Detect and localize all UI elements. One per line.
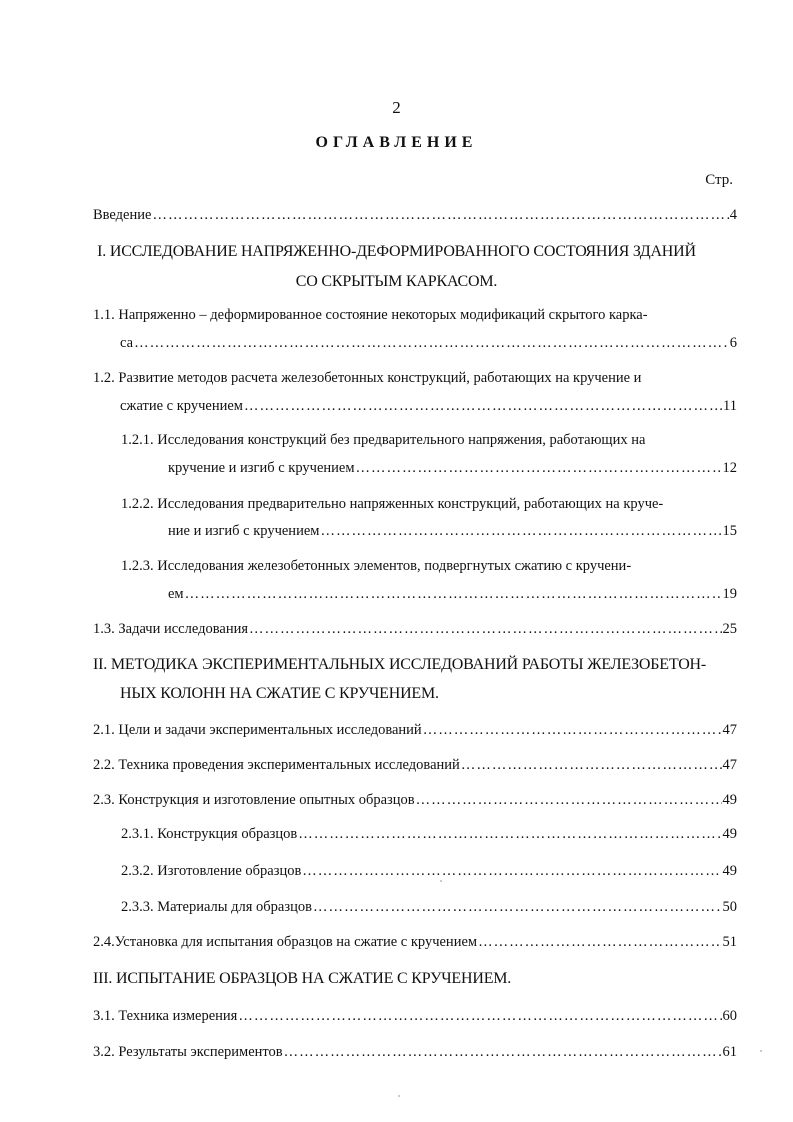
toc-entry-page: 51 (722, 934, 737, 950)
toc-entry-2-2[interactable]: 2.2. Техника проведения экспериментальных исследований …………………………………………………………………………………………………………………………………………………………………………………………………… 47 (93, 757, 737, 774)
toc-entry-page: 60 (722, 1008, 737, 1024)
page-number: 2 (392, 98, 401, 117)
toc-entry-1-2-line1[interactable]: 1.2. Развитие методов расчета железобетонных конструкций, работающих на кручение и (93, 370, 642, 386)
toc-entry-page: 12 (722, 460, 737, 476)
chapter-1-heading-line2[interactable]: СО СКРЫТЫМ КАРКАСОМ. (295, 273, 498, 290)
toc-entry-2-3-3[interactable]: 2.3.3. Материалы для образцов …………………………………………………………………………………………………………………………………………………………………………………………………… 50 (121, 899, 737, 916)
toc-entry-2-1[interactable]: 2.1. Цели и задачи экспериментальных исследований …………………………………………………………………………………………………………………………………………………………………………………………………… 47 (93, 722, 737, 739)
scan-speck (760, 1050, 762, 1052)
toc-entry-1-2-2-line1[interactable]: 1.2.2. Исследования предварительно напряженных конструкций, работающих на круче- (121, 496, 664, 512)
toc-entry-page: 49 (722, 792, 737, 808)
chapter-2-heading-line1[interactable]: II. МЕТОДИКА ЭКСПЕРИМЕНТАЛЬНЫХ ИССЛЕДОВАНИЙ РАБОТЫ ЖЕЛЕЗОБЕТОН- (93, 656, 707, 673)
toc-entry-3-1[interactable]: 3.1. Техника измерения …………………………………………………………………………………………………………………………………………………………………………………………………… 60 (93, 1008, 737, 1025)
toc-entry-2-3-1[interactable]: 2.3.1. Конструкция образцов …………………………………………………………………………………………………………………………………………………………………………………………………… 49 (121, 826, 737, 843)
toc-entry-1-1[interactable]: са …………………………………………………………………………………………………………………………………………………………………………………………………… 6 (120, 335, 737, 352)
toc-entry-page: 19 (722, 586, 737, 602)
toc-entry-page: 61 (722, 1044, 737, 1060)
chapter-3-heading[interactable]: III. ИСПЫТАНИЕ ОБРАЗЦОВ НА СЖАТИЕ С КРУЧЕНИЕМ. (93, 970, 512, 987)
scan-speck (398, 1095, 400, 1097)
toc-entry-1-2[interactable]: сжатие с кручением …………………………………………………………………………………………………………………………………………………………………………………………………… 11 (120, 398, 737, 415)
toc-entry-1-3[interactable]: 1.3. Задачи исследования …………………………………………………………………………………………………………………………………………………………………………………………………… 25 (93, 621, 737, 638)
toc-entry-page: 50 (722, 899, 737, 915)
page-column-label: Стр. (705, 172, 733, 188)
toc-title: ОГЛАВЛЕНИЕ (315, 134, 478, 151)
toc-entry-1-2-2[interactable]: ние и изгиб с кручением …………………………………………………………………………………………………………………………………………………………………………………………………… 15 (168, 523, 737, 540)
toc-entry-page: 25 (722, 621, 737, 637)
scan-speck (440, 880, 442, 882)
toc-entry-page: 4 (729, 207, 737, 223)
toc-entry-1-1-line1[interactable]: 1.1. Напряженно – деформированное состояние некоторых модификаций скрытого карка- (93, 307, 648, 323)
toc-entry-text: Введение (93, 207, 152, 223)
toc-entry-2-3-2[interactable]: 2.3.2. Изготовление образцов …………………………………………………………………………………………………………………………………………………………………………………………………… 49 (121, 863, 737, 880)
toc-entry-1-2-1[interactable]: кручение и изгиб с кручением …………………………………………………………………………………………………………………………………………………………………………………………………… 12 (168, 460, 737, 477)
toc-entry-1-2-3[interactable]: ем …………………………………………………………………………………………………………………………………………………………………………………………………… 19 (168, 586, 737, 603)
chapter-2-heading-line2[interactable]: НЫХ КОЛОНН НА СЖАТИЕ С КРУЧЕНИЕМ. (120, 685, 439, 702)
toc-entry-page: 6 (729, 335, 737, 351)
toc-entry-page: 15 (722, 523, 737, 539)
toc-entry-2-4[interactable]: 2.4.Установка для испытания образцов на сжатие с кручением …………………………………………………………………………………………………………………………………………………………………………………………………… 51 (93, 934, 737, 951)
toc-entry-page: 47 (722, 757, 737, 773)
toc-entry-1-2-3-line1[interactable]: 1.2.3. Исследования железобетонных элементов, подвергнутых сжатию с кручени- (121, 558, 632, 574)
chapter-1-heading-line1[interactable]: I. ИССЛЕДОВАНИЕ НАПРЯЖЕННО-ДЕФОРМИРОВАННОГО СОСТОЯНИЯ ЗДАНИЙ (97, 243, 696, 260)
toc-entry-3-2[interactable]: 3.2. Результаты экспериментов …………………………………………………………………………………………………………………………………………………………………………………………………… 61 (93, 1044, 737, 1061)
toc-entry-intro[interactable] (93, 207, 737, 224)
toc-entry-page: 49 (722, 863, 737, 879)
toc-entry-page: 11 (723, 398, 737, 414)
toc-entry-1-2-1-line1[interactable]: 1.2.1. Исследования конструкций без предварительного напряжения, работающих на (121, 432, 646, 448)
toc-entry-page: 47 (722, 722, 737, 738)
toc-entry-page: 49 (722, 826, 737, 842)
toc-entry-2-3[interactable]: 2.3. Конструкция и изготовление опытных образцов …………………………………………………………………………………………………………………………………………………………………………………………………… 49 (93, 792, 737, 809)
